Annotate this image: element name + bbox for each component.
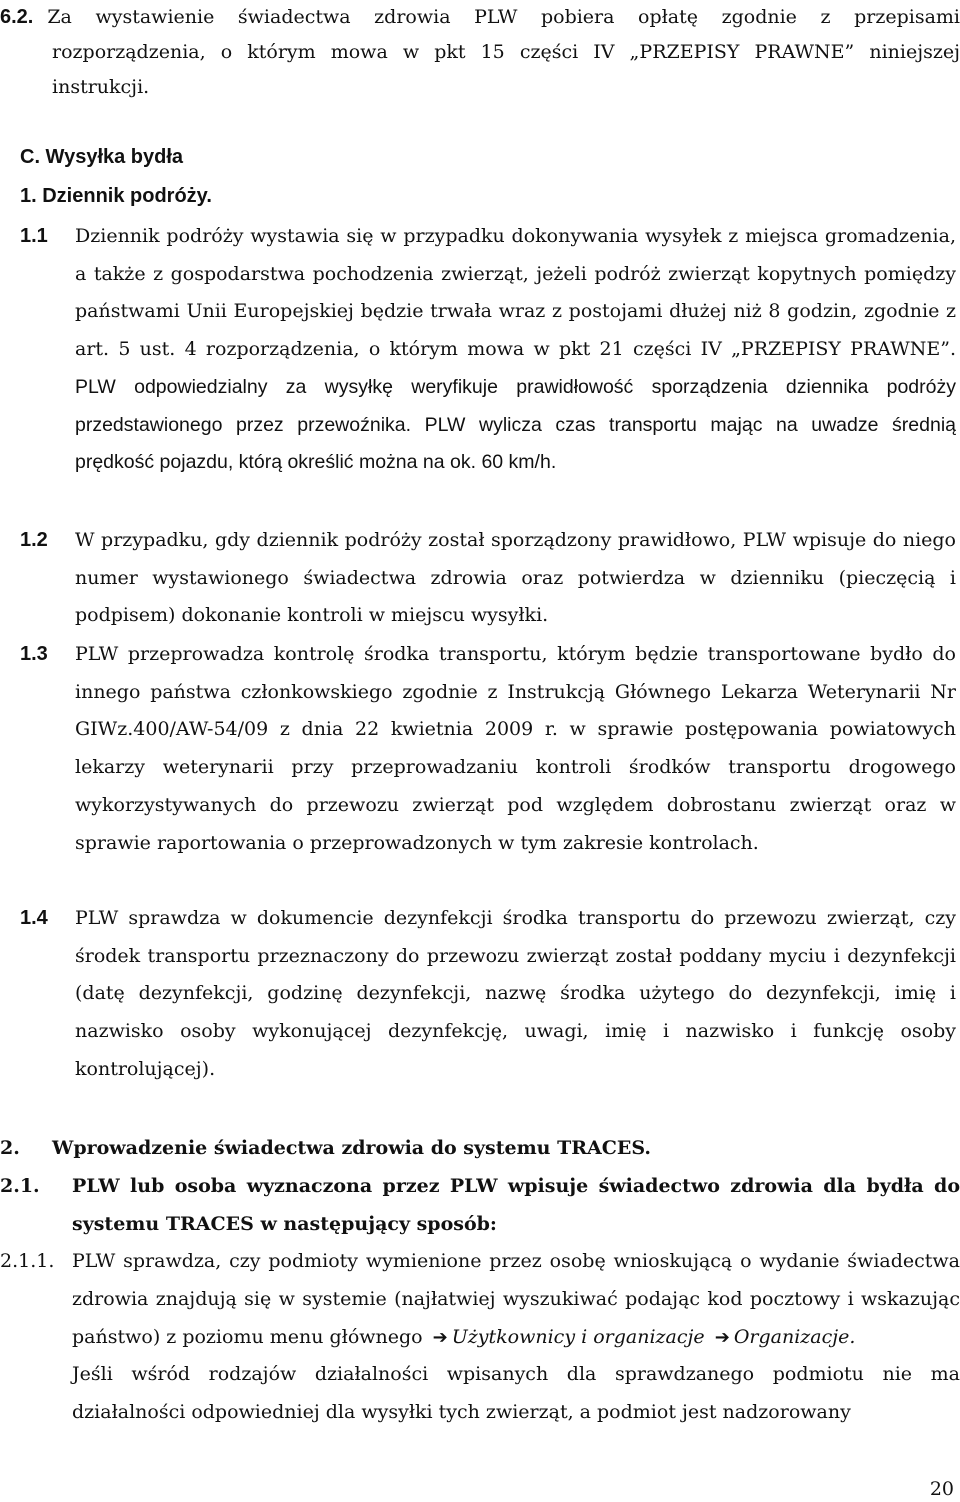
item-1-3 <box>20 636 956 906</box>
heading-1: 1. Dziennik podróży. <box>20 185 212 207</box>
menu-item-users-organizations: Użytkownicy i organizacje <box>451 1325 705 1348</box>
section-6-2 <box>0 0 960 105</box>
section-2-1-1-label: 2.1.1. <box>0 1250 55 1272</box>
item-1-1-text-sans: PLW odpowiedzialny za wysyłkę weryfikuje prawidłowość sporządzenia dziennika podróży przedstawionego przez przewoźnika. PLW wylicza czas transportu mając na uwadze średnią prędkość pojazdu, którą określić można na ok. 60 km/h. <box>75 375 956 474</box>
arrow-right-icon: ➔ <box>432 1326 448 1348</box>
item-1-2 <box>20 522 956 637</box>
item-1-1-text <box>75 218 956 482</box>
menu-item-organizations: Organizacje. <box>733 1325 856 1348</box>
item-1-1-text-serif: Dziennik podróży wystawia się w przypadku dokonywania wysyłek z miejsca gromadzenia, a także z gospodarstwa pochodzenia zwierząt, jeżeli podróż zwierząt kopytnych pomiędzy państwami Unii Europejskiej będzie trwała wraz z postojami dłużej niż 8 godzin, zgodnie z art. 5 ust. 4 rozporządzenia, o którym mowa w pkt 21 części IV „PRZEPISY PRAWNE”. <box>75 225 956 361</box>
section-6-2-number: 6.2. <box>0 6 34 28</box>
section-6-2-line-3: instrukcji. <box>52 76 150 98</box>
heading-c: C. Wysyłka bydła <box>20 146 184 168</box>
section-2-label: 2. <box>0 1137 20 1159</box>
item-1-1-label: 1.1 <box>20 225 48 247</box>
item-1-4 <box>20 900 956 1095</box>
item-1-1 <box>20 218 956 518</box>
item-1-2-label: 1.2 <box>20 529 48 551</box>
section-6-2-line-2: rozporządzenia, o którym mowa w pkt 15 części IV „PRZEPISY PRAWNE” niniejszej <box>52 41 960 63</box>
item-1-2-text: W przypadku, gdy dziennik podróży został sporządzony prawidłowo, PLW wpisuje do niego numer wystawionego świadectwa zdrowia oraz potwierdza w dzienniku (pieczęcią i podpisem) dokonanie kontroli w miejscu wysyłki. <box>75 529 956 627</box>
page-number: 20 <box>929 1478 954 1500</box>
section-2-1-1-text: PLW sprawdza, czy podmioty wymienione przez osobę wnioskującą o wydanie świadectwa zdrowia znajdują się w systemie (najłatwiej wyszukiwać podając kod pocztowy i wskazując państwo) z poziomu menu głównego <box>72 1250 960 1348</box>
section-2-1-text: PLW lub osoba wyznaczona przez PLW wpisuje świadectwo zdrowia dla bydła do systemu TRACES w następujący sposób: <box>72 1175 960 1235</box>
section-2-1-1-body <box>72 1243 960 1432</box>
item-1-4-text: PLW sprawdza w dokumencie dezynfekcji środka transportu do przewozu zwierząt, czy środek transportu przeznaczony do przewozu zwierząt został poddany myciu i dezynfekcji (datę dezynfekcji, godzinę dezynfekcji, nazwę środka użytego do dezynfekcji, imię i nazwisko osoby wykonującej dezynfekcję, uwagi, imię i nazwisko i funkcję osoby kontrolującej). <box>75 907 956 1080</box>
arrow-right-icon: ➔ <box>714 1326 730 1348</box>
section-6-2-line-1-text: Za wystawienie świadectwa zdrowia PLW pobiera opłatę zgodnie z przepisami <box>47 6 960 28</box>
item-1-4-label: 1.4 <box>20 907 48 929</box>
item-1-3-text: PLW przeprowadza kontrolę środka transportu, którym będzie transportowane bydło do innego państwa członkowskiego zgodnie z Instrukcją Głównego Lekarza Weterynarii Nr GIWz.400/AW-54/09 z dnia 22 kwietnia 2009 r. w sprawie postępowania powiatowych lekarzy weterynarii przy przeprowadzaniu kontroli środków transportu drogowego wykorzystywanych do przewozu zwierząt pod względem dobrostanu zwierząt oraz w sprawie raportowania o przeprowadzonych w tym zakresie kontrolach. <box>75 643 956 854</box>
item-1-3-label: 1.3 <box>20 643 48 665</box>
section-2-1-label: 2.1. <box>0 1175 40 1197</box>
section-6-2-line-1 <box>0 0 960 35</box>
section-2-1-1-paragraph-2: Jeśli wśród rodzajów działalności wpisanych dla sprawdzanego podmiotu nie ma działalności odpowiedniej dla wysyłki tych zwierząt, a podmiot jest nadzorowany <box>72 1363 960 1424</box>
section-2-heading: Wprowadzenie świadectwa zdrowia do systemu TRACES. <box>52 1137 652 1159</box>
